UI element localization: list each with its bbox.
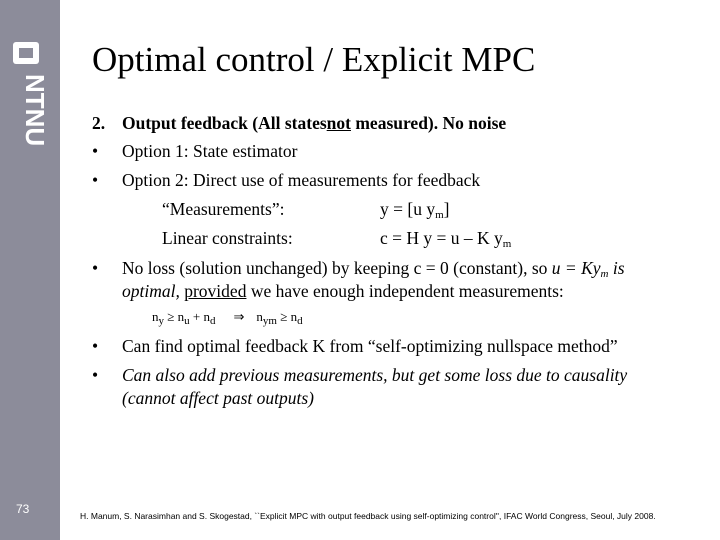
can-also-line-1: Can also add previous measurements, but get some loss due to causality bbox=[122, 365, 628, 385]
constraints-equation: c = H y = u – K $y_m$ bbox=[380, 228, 512, 250]
can-find-line: Can find optimal feedback K from “self-optimizing nullspace method” bbox=[122, 336, 618, 356]
bullet: • bbox=[92, 336, 99, 356]
item-marker: 2. bbox=[92, 113, 106, 133]
no-loss-line-2: optimal, provided we have enough independent measurements: bbox=[122, 281, 564, 301]
measurements-equation: y = [u $y_m$] bbox=[380, 199, 450, 221]
bullet: • bbox=[92, 170, 99, 190]
footer-reference: H. Manum, S. Narasimhan and S. Skogestad, ``Explicit MPC with output feedback using self-optimizing control'', IFAC World Congress, Seoul, July 2008. bbox=[80, 511, 656, 521]
logo-text: NTNU bbox=[20, 74, 50, 147]
measurements-label: “Measurements”: bbox=[162, 199, 285, 219]
bullet: • bbox=[92, 258, 99, 278]
implies-arrow: ⇒ bbox=[233, 309, 245, 324]
bullet: • bbox=[92, 365, 99, 385]
can-also-line-2: (cannot affect past outputs) bbox=[122, 388, 314, 408]
option-2: Option 2: Direct use of measurements for feedback bbox=[122, 170, 481, 190]
measurement-condition: $n_y \ge n_u + n_d$ ⇒ $n_{ym} \ge n_d$ bbox=[152, 309, 303, 327]
sidebar bbox=[0, 0, 60, 540]
page-title: Optimal control / Explicit MPC bbox=[92, 40, 536, 79]
item-output-feedback: Output feedback (All statesnot measured). No noise bbox=[122, 113, 507, 133]
page-number: 73 bbox=[16, 502, 30, 516]
bullet: • bbox=[92, 141, 99, 161]
ntnu-logo bbox=[8, 40, 50, 170]
option-1: Option 1: State estimator bbox=[122, 141, 298, 161]
constraints-label: Linear constraints: bbox=[162, 228, 293, 248]
no-loss-line-1: No loss (solution unchanged) by keeping c = 0 (constant), so $u = Ky_m$ is bbox=[122, 258, 625, 280]
